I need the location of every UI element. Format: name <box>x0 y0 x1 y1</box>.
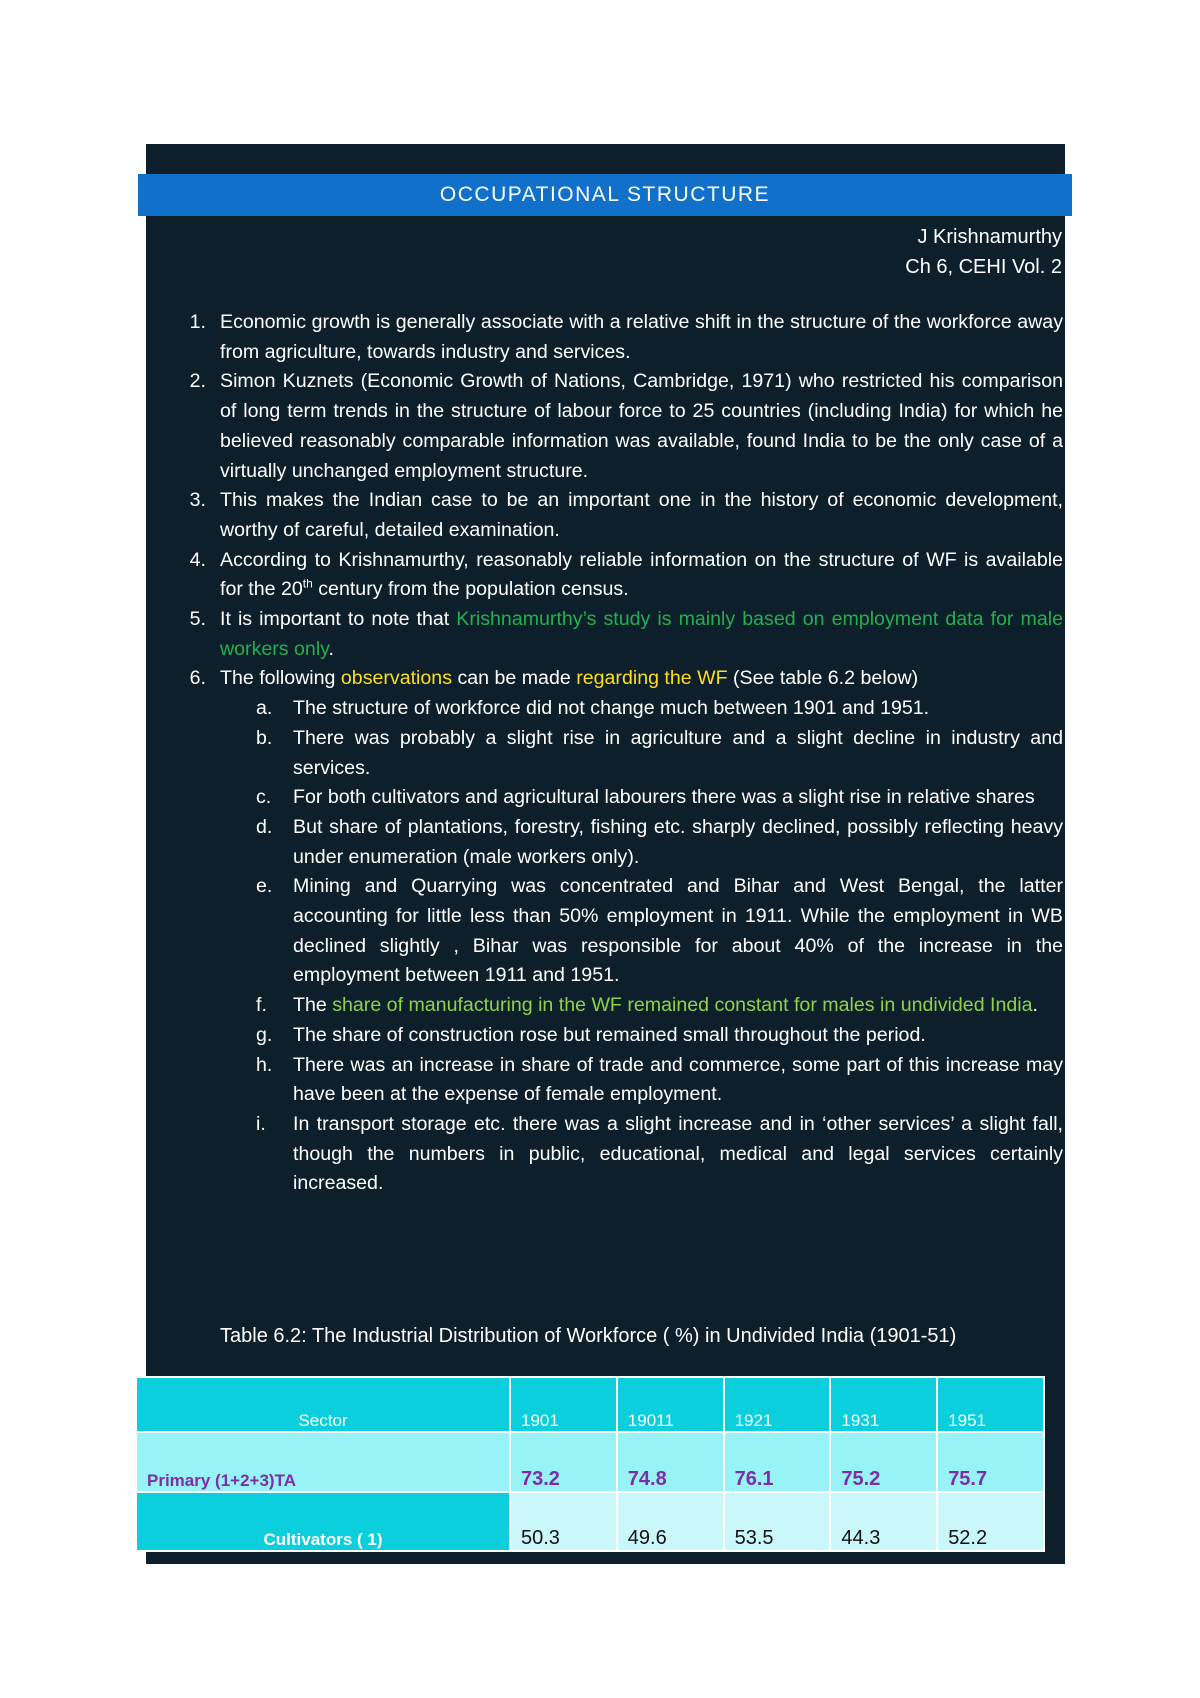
list-item: f. The share of manufacturing in the WF remained constant for males in undivided India. <box>256 994 1038 1017</box>
table-header-cell: 19011 <box>617 1377 724 1432</box>
table-header-cell: 1921 <box>724 1377 831 1432</box>
list-item: 4. According to Krishnamurthy, reasonably reliable information on the structure of WF is available for the 20th century from the population census. <box>189 548 1063 601</box>
table-header-row <box>136 1377 1044 1432</box>
table-header-cell: Sector <box>136 1377 510 1432</box>
notes-content <box>180 308 1063 1199</box>
source-citation: Ch 6, CEHI Vol. 2 <box>905 256 1062 278</box>
page-title: OCCUPATIONAL STRUCTURE <box>138 174 1072 216</box>
list-item: 5. It is important to note that Krishnamurthy’s study is mainly based on employment data for male workers only. <box>189 608 1063 660</box>
list-item: i. In transport storage etc. there was a slight increase and in ‘other services’ a slight fall, though the numbers in public, educational, medical and legal services certainly increased. <box>256 1112 1063 1195</box>
sub-points-list <box>220 694 1063 1199</box>
table-row <box>136 1432 1044 1491</box>
main-points-list <box>180 308 1063 1199</box>
table-cell: 75.7 <box>937 1432 1044 1491</box>
table-cell: 74.8 <box>617 1432 724 1491</box>
list-item: 6. The following observations can be made regarding the WF (See table 6.2 below) a. The structure of workforce did not change much between 1901 and 1951. b. There was probably a slight rise in agriculture and a slight decline in industry and services. c. For both cultivators and agricultural labourers there was a slight rise in relative shares d. But share of plantations, forestry, fishing etc. sharply declined, possibly reflecting heavy under enumeration (male workers only). e. Mining and Quarrying was concentrated and Bihar and West Bengal, the latter accounting for little less than 50% employment in 1911. While the employment in WB declined slightly , Bihar was responsible for about 40% of the increase in the employment between 1911 and 1951. f. The share of manufacturing in the WF remained constant for males in undivided India. g. The share of construction rose but remained small throughout the period. h. There was an increase in share of trade and commerce, some part of this increase may have been at the expense of female employment. i. In transport storage etc. there was a slight increase and in ‘other services’ a slight fall, though the numbers in public, educational, medical and legal services certainly increased. <box>180 664 1063 1199</box>
table-cell: 76.1 <box>724 1432 831 1491</box>
list-item: a. The structure of workforce did not change much between 1901 and 1951. <box>256 697 930 720</box>
highlight-text: regarding the WF <box>576 667 728 690</box>
list-item: b. There was probably a slight rise in agriculture and a slight decline in industry and services. <box>256 726 1063 779</box>
highlight-text: observations <box>340 667 453 690</box>
list-item: g. The share of construction rose but remained small throughout the period. <box>256 1023 926 1046</box>
table-caption: Table 6.2: The Industrial Distribution of Workforce ( %) in Undivided India (1901-51) <box>220 1325 957 1347</box>
author-name: J Krishnamurthy <box>917 226 1062 248</box>
table-cell: 50.3 <box>510 1492 617 1551</box>
list-item: e. Mining and Quarrying was concentrated and Bihar and West Bengal, the latter accounting for little less than 50% employment in 1911. While the employment in WB declined slightly , Bihar was responsible for about 40% of the increase in the employment between 1911 and 1951. <box>256 875 1063 987</box>
table-row <box>136 1492 1044 1551</box>
table-cell: 49.6 <box>617 1492 724 1551</box>
list-item: 1. Economic growth is generally associate with a relative shift in the structure of the workforce away from agriculture, towards industry and services. <box>189 311 1063 363</box>
table-cell: 73.2 <box>510 1432 617 1491</box>
highlight-text: Krishnamurthy’s study is mainly based on employment data for male workers only <box>220 608 1063 660</box>
table-cell: Primary (1+2+3)TA <box>136 1432 510 1491</box>
workforce-table <box>135 1376 1045 1552</box>
table-cell: Cultivators ( 1) <box>136 1492 510 1551</box>
list-item: 2. Simon Kuznets (Economic Growth of Nations, Cambridge, 1971) who restricted his comparison of long term trends in the structure of labour force to 25 countries (including India) for which he believed reasonably comparable information was available, found India to be the only case of a virtually unchanged employment structure. <box>189 370 1063 482</box>
table-header-cell: 1901 <box>510 1377 617 1432</box>
highlight-text: share of manufacturing in the WF remained constant for males in undivided India <box>332 994 1033 1017</box>
table-header-cell: 1951 <box>937 1377 1044 1432</box>
table-cell: 52.2 <box>937 1492 1044 1551</box>
table-cell: 44.3 <box>830 1492 937 1551</box>
list-item: 3. This makes the Indian case to be an important one in the history of economic development, worthy of careful, detailed examination. <box>189 489 1063 541</box>
list-item: h. There was an increase in share of trade and commerce, some part of this increase may have been at the expense of female employment. <box>256 1053 1063 1106</box>
table-cell: 75.2 <box>830 1432 937 1491</box>
list-item: c. For both cultivators and agricultural labourers there was a slight rise in relative shares <box>256 786 1035 809</box>
list-item: d. But share of plantations, forestry, fishing etc. sharply declined, possibly reflecting heavy under enumeration (male workers only). <box>256 815 1063 868</box>
author-block <box>905 222 1062 282</box>
table-header-cell: 1931 <box>830 1377 937 1432</box>
table-cell: 53.5 <box>724 1492 831 1551</box>
